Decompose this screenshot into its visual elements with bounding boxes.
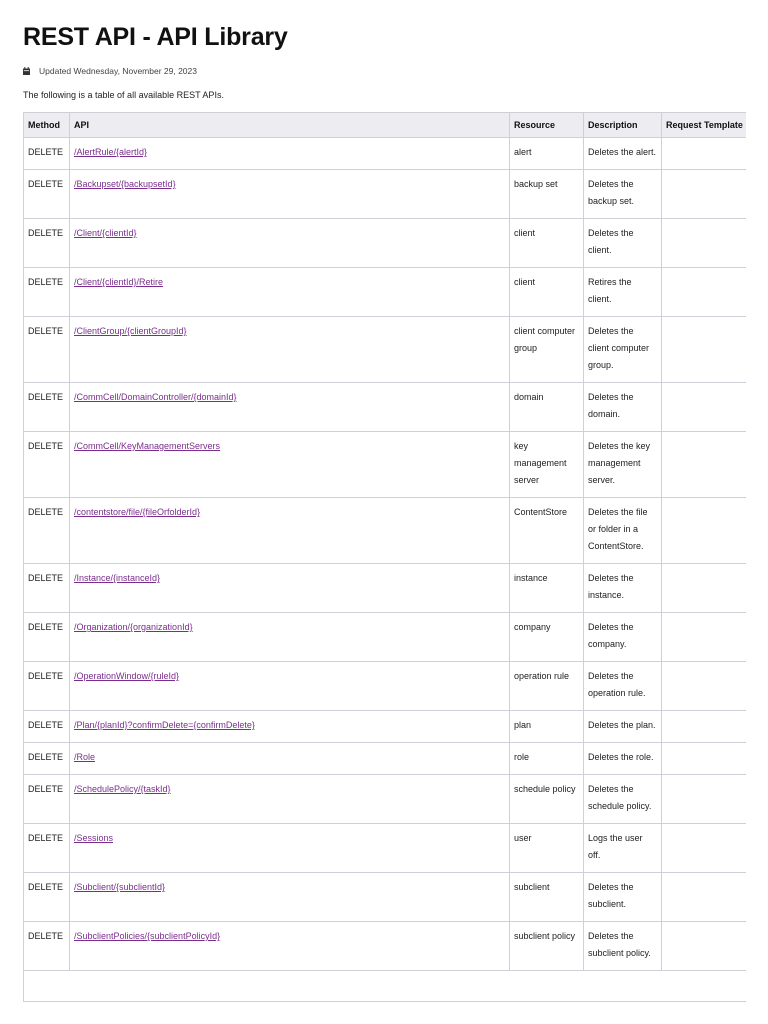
table-body <box>24 138 747 1003</box>
empty-cell <box>584 971 662 1003</box>
intro-text: The following is a table of all available REST APIs. <box>23 90 224 100</box>
request-template-cell <box>662 138 747 170</box>
api-cell <box>70 170 510 219</box>
description-cell: Logs the user off. <box>584 824 662 873</box>
calendar-icon <box>23 67 30 75</box>
method-cell: DELETE <box>24 219 70 268</box>
request-template-cell <box>662 170 747 219</box>
method-cell: DELETE <box>24 138 70 170</box>
table-row <box>24 432 747 498</box>
request-template-cell <box>662 383 747 432</box>
description-cell: Deletes the schedule policy. <box>584 775 662 824</box>
empty-cell <box>510 971 584 1003</box>
description-cell: Deletes the plan. <box>584 711 662 743</box>
method-cell: DELETE <box>24 922 70 971</box>
api-link[interactable]: /Instance/{instanceId} <box>74 573 161 583</box>
table-row <box>24 498 747 564</box>
request-template-cell <box>662 268 747 317</box>
api-cell <box>70 317 510 383</box>
resource-cell: subclient <box>510 873 584 922</box>
description-cell: Deletes the role. <box>584 743 662 775</box>
method-cell: DELETE <box>24 383 70 432</box>
table-row <box>24 613 747 662</box>
request-template-cell <box>662 873 747 922</box>
table-row <box>24 317 747 383</box>
api-link[interactable]: /Sessions <box>74 833 114 843</box>
api-link[interactable]: /Client/{clientId}/Retire <box>74 277 164 287</box>
description-cell: Deletes the client computer group. <box>584 317 662 383</box>
description-cell: Deletes the file or folder in a ContentStore. <box>584 498 662 564</box>
method-cell: DELETE <box>24 824 70 873</box>
request-template-cell <box>662 922 747 971</box>
api-link[interactable]: /CommCell/KeyManagementServers <box>74 441 221 451</box>
table-row <box>24 662 747 711</box>
api-cell <box>70 564 510 613</box>
api-link[interactable]: /ClientGroup/{clientGroupId} <box>74 326 187 336</box>
table-row <box>24 268 747 317</box>
method-cell: DELETE <box>24 775 70 824</box>
api-link[interactable]: /AlertRule/{alertId} <box>74 147 148 157</box>
api-cell <box>70 662 510 711</box>
header-method: Method <box>24 113 70 138</box>
resource-cell: ContentStore <box>510 498 584 564</box>
description-cell: Deletes the operation rule. <box>584 662 662 711</box>
request-template-cell <box>662 613 747 662</box>
table-row <box>24 824 747 873</box>
api-cell <box>70 498 510 564</box>
resource-cell: key management server <box>510 432 584 498</box>
request-template-cell <box>662 317 747 383</box>
request-template-cell <box>662 711 747 743</box>
method-cell: DELETE <box>24 743 70 775</box>
api-link[interactable]: /SubclientPolicies/{subclientPolicyId} <box>74 931 221 941</box>
method-cell: DELETE <box>24 268 70 317</box>
method-cell: DELETE <box>24 613 70 662</box>
description-cell: Deletes the client. <box>584 219 662 268</box>
resource-cell: company <box>510 613 584 662</box>
api-link[interactable]: /Plan/{planId}?confirmDelete={confirmDelete} <box>74 720 255 730</box>
table-row <box>24 170 747 219</box>
api-cell <box>70 824 510 873</box>
header-request-template: Request Template <box>662 113 747 138</box>
description-cell: Deletes the instance. <box>584 564 662 613</box>
request-template-cell <box>662 564 747 613</box>
resource-cell: plan <box>510 711 584 743</box>
api-link[interactable]: /OperationWindow/{ruleId} <box>74 671 180 681</box>
header-api: API <box>70 113 510 138</box>
request-template-cell <box>662 824 747 873</box>
method-cell: DELETE <box>24 432 70 498</box>
resource-cell: backup set <box>510 170 584 219</box>
method-cell: DELETE <box>24 711 70 743</box>
table-row <box>24 922 747 971</box>
api-link[interactable]: /Backupset/{backupsetId} <box>74 179 176 189</box>
api-cell <box>70 432 510 498</box>
request-template-cell <box>662 743 747 775</box>
api-cell <box>70 138 510 170</box>
request-template-cell <box>662 432 747 498</box>
table-row <box>24 775 747 824</box>
request-template-cell <box>662 219 747 268</box>
api-cell <box>70 613 510 662</box>
resource-cell: subclient policy <box>510 922 584 971</box>
empty-cell <box>24 971 70 1003</box>
request-template-cell <box>662 775 747 824</box>
method-cell: DELETE <box>24 873 70 922</box>
api-cell <box>70 775 510 824</box>
resource-cell: instance <box>510 564 584 613</box>
table-row <box>24 383 747 432</box>
description-cell: Deletes the key management server. <box>584 432 662 498</box>
page-title: REST API - API Library <box>23 23 288 51</box>
table-row <box>24 564 747 613</box>
empty-cell <box>70 971 510 1003</box>
resource-cell: schedule policy <box>510 775 584 824</box>
method-cell: DELETE <box>24 317 70 383</box>
resource-cell: role <box>510 743 584 775</box>
api-link[interactable]: /Organization/{organizationId} <box>74 622 193 632</box>
resource-cell: client <box>510 268 584 317</box>
api-link[interactable]: /Client/{clientId} <box>74 228 137 238</box>
updated-date: Updated Wednesday, November 29, 2023 <box>39 66 197 76</box>
request-template-cell <box>662 662 747 711</box>
api-link[interactable]: /Role <box>74 752 96 762</box>
method-cell: DELETE <box>24 170 70 219</box>
table-header-row <box>24 113 747 138</box>
description-cell: Deletes the domain. <box>584 383 662 432</box>
api-table <box>23 112 746 1002</box>
updated-line <box>23 66 197 76</box>
api-link[interactable]: /Subclient/{subclientId} <box>74 882 166 892</box>
table-row <box>24 743 747 775</box>
method-cell: DELETE <box>24 662 70 711</box>
description-cell: Deletes the company. <box>584 613 662 662</box>
table-row <box>24 138 747 170</box>
header-resource: Resource <box>510 113 584 138</box>
api-cell <box>70 922 510 971</box>
table-row <box>24 711 747 743</box>
resource-cell: user <box>510 824 584 873</box>
api-cell <box>70 219 510 268</box>
table-empty-row <box>24 971 747 1003</box>
resource-cell: alert <box>510 138 584 170</box>
method-cell: DELETE <box>24 564 70 613</box>
description-cell: Deletes the subclient. <box>584 873 662 922</box>
resource-cell: domain <box>510 383 584 432</box>
header-description: Description <box>584 113 662 138</box>
description-cell: Deletes the backup set. <box>584 170 662 219</box>
description-cell: Deletes the alert. <box>584 138 662 170</box>
method-cell: DELETE <box>24 498 70 564</box>
api-link[interactable]: /contentstore/file/{fileOrfolderId} <box>74 507 201 517</box>
table-row <box>24 219 747 268</box>
resource-cell: operation rule <box>510 662 584 711</box>
table-row <box>24 873 747 922</box>
api-cell <box>70 873 510 922</box>
request-template-cell <box>662 498 747 564</box>
api-cell <box>70 383 510 432</box>
description-cell: Deletes the subclient policy. <box>584 922 662 971</box>
empty-cell <box>662 971 747 1003</box>
api-link[interactable]: /CommCell/DomainController/{domainId} <box>74 392 237 402</box>
description-cell: Retires the client. <box>584 268 662 317</box>
api-cell <box>70 268 510 317</box>
resource-cell: client <box>510 219 584 268</box>
api-link[interactable]: /SchedulePolicy/{taskId} <box>74 784 171 794</box>
api-cell <box>70 711 510 743</box>
api-table-container[interactable] <box>23 112 746 1002</box>
resource-cell: client computer group <box>510 317 584 383</box>
api-cell <box>70 743 510 775</box>
